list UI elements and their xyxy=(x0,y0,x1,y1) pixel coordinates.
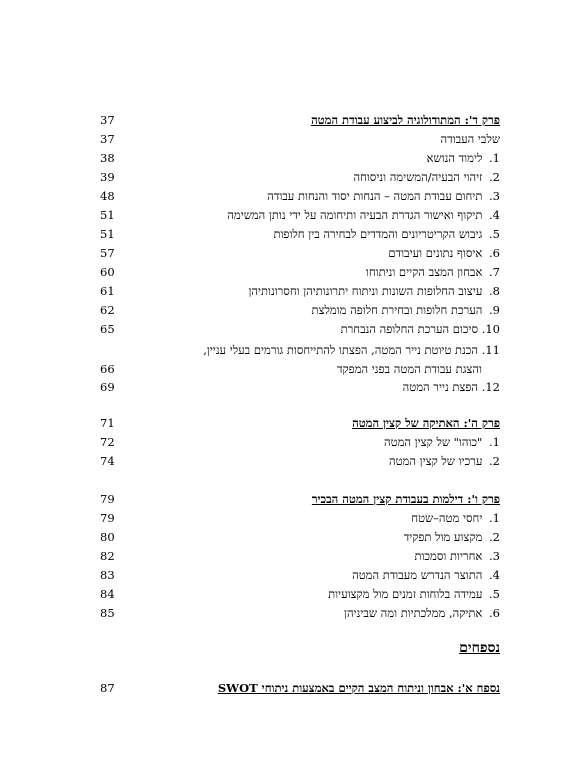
entry-label xyxy=(140,452,500,470)
entry-label xyxy=(140,378,500,396)
entry-index: 7. xyxy=(489,265,500,279)
entry-label xyxy=(140,320,500,338)
entry-label xyxy=(140,528,500,546)
page-number: 84 xyxy=(100,587,115,601)
entry-index: 9. xyxy=(489,303,500,317)
toc-entry xyxy=(100,320,500,338)
entry-index: 1. xyxy=(489,435,500,449)
toc-entry xyxy=(100,547,500,565)
entry-index: 2. xyxy=(489,454,500,468)
entry-text: הערכת חלופות ובחירת חלופה מומלצת xyxy=(311,303,483,317)
entry-index: 3. xyxy=(489,189,500,203)
toc-entry xyxy=(100,604,500,622)
entry-index: 6. xyxy=(489,606,500,620)
chapter-title: פרק ו': דילמות בעבודת קצין המטה הבכיר xyxy=(311,492,500,506)
page-number: 51 xyxy=(100,227,115,241)
toc-entry xyxy=(100,452,500,470)
entry-text: הפצת נייר המטה xyxy=(402,380,479,394)
entry-label: שלבי העבודה xyxy=(440,132,500,146)
toc-entry xyxy=(100,282,500,300)
chapter-title: פרק ה': האתיקה של קצין המטה xyxy=(352,416,500,430)
entry-text: זיהוי הבעיה/המשימה וניסוחה xyxy=(353,170,483,184)
entry-text: מקצוע מול תפקיד xyxy=(403,530,483,544)
entry-index: 10. xyxy=(481,322,500,336)
page-number: 82 xyxy=(100,549,115,563)
entry-label xyxy=(140,206,500,224)
entry-text: ערכיו של קצין המטה xyxy=(389,454,483,468)
entry-label xyxy=(140,263,500,281)
entry-index: 12. xyxy=(481,380,500,394)
entry-label xyxy=(140,341,500,359)
toc-entry xyxy=(100,244,500,262)
page-number: 83 xyxy=(100,568,115,582)
page-number: 85 xyxy=(100,606,115,620)
page-number: 48 xyxy=(100,189,115,203)
entry-index: 5. xyxy=(489,227,500,241)
toc-chapter-heading xyxy=(100,490,500,508)
toc-entry xyxy=(100,360,500,378)
entry-text: אתיקה, ממלכתיות ומה שביניהן xyxy=(344,606,483,620)
entry-text: תיקוף ואישור הגדרת הבעיה ותיחומה על ידי נותן המשימה xyxy=(227,208,483,222)
toc-entry xyxy=(100,509,500,527)
page-number: 57 xyxy=(100,246,115,260)
entry-label xyxy=(140,282,500,300)
page-number: 87 xyxy=(100,681,115,695)
toc-entry xyxy=(100,433,500,451)
page-number: 61 xyxy=(100,284,115,298)
toc-entry xyxy=(100,566,500,584)
appendices-title: נספחים xyxy=(459,640,500,656)
page-number: 74 xyxy=(100,454,115,468)
page-number: 60 xyxy=(100,265,115,279)
toc-entry xyxy=(100,168,500,186)
entry-text: לימוד הנושא xyxy=(426,151,483,165)
toc-chapter-heading xyxy=(100,111,500,129)
page-number: 39 xyxy=(100,170,115,184)
entry-index: 4. xyxy=(489,208,500,222)
entry-index: 3. xyxy=(489,549,500,563)
entry-index: 1. xyxy=(489,151,500,165)
toc-entry xyxy=(100,263,500,281)
appendix-title: נספח א': אבחון וניתוח המצב הקיים באמצעות ניתוחי SWOT xyxy=(217,681,500,695)
page-number: 51 xyxy=(100,208,115,222)
entry-label xyxy=(140,433,500,451)
toc-appendix-entry xyxy=(100,679,500,697)
entry-index: 2. xyxy=(489,530,500,544)
page-number: 62 xyxy=(100,303,115,317)
page-number: 69 xyxy=(100,380,115,394)
page-number: 79 xyxy=(100,492,115,506)
entry-text: עיצוב החלופות השונות וניתוח יתרונותיהן וחסרונותיהן xyxy=(248,284,483,298)
toc-entry xyxy=(100,528,500,546)
entry-label xyxy=(140,225,500,243)
toc-entry xyxy=(100,149,500,167)
toc-entry xyxy=(100,378,500,396)
entry-index: 6. xyxy=(489,246,500,260)
entry-text: התוצר הנדרש מעבודת המטה xyxy=(352,568,483,582)
entry-text: יחסי מטה–שטח xyxy=(411,511,483,525)
entry-label xyxy=(140,244,500,262)
page-number: 80 xyxy=(100,530,115,544)
entry-label xyxy=(140,547,500,565)
page-number: 37 xyxy=(100,132,115,146)
entry-text: תיחום עבודת המטה – הנחות יסוד והנחות עבודה xyxy=(267,189,483,203)
toc-entry xyxy=(100,187,500,205)
page-number: 71 xyxy=(100,416,115,430)
chapter-title: פרק ד': המתודולוגיה לביצוע עבודת המטה xyxy=(311,113,500,127)
entry-index: 11. xyxy=(481,343,500,357)
entry-label xyxy=(140,168,500,186)
toc-entry xyxy=(100,130,500,148)
toc-entry xyxy=(100,341,500,359)
entry-text: "כוהו" של קצין המטה xyxy=(384,435,483,449)
entry-text: איסוף נתונים ועיבודם xyxy=(388,246,483,260)
page-number: 37 xyxy=(100,113,115,127)
entry-text: והצגת עבודת המטה בפני המפקד xyxy=(336,362,482,376)
entry-text: סיכום הערכת החלופה הנבחרת xyxy=(340,322,479,336)
entry-label xyxy=(140,585,500,603)
entry-index: 5. xyxy=(489,587,500,601)
entry-text: עמידה בלוחות זמנים מול מקצועיות xyxy=(328,587,483,601)
toc-chapter-heading xyxy=(100,414,500,432)
entry-label xyxy=(140,604,500,622)
page-number: 66 xyxy=(100,362,115,376)
page-number: 72 xyxy=(100,435,115,449)
entry-label xyxy=(140,509,500,527)
entry-label xyxy=(140,301,500,319)
entry-text: אחריות וסמכות xyxy=(414,549,483,563)
toc-entry xyxy=(100,225,500,243)
page-number: 65 xyxy=(100,322,115,336)
entry-text: הכנת טיוטת נייר המטה, הפצתו להתייחסות גורמים בעלי עניין, xyxy=(203,343,479,357)
entry-label xyxy=(122,360,482,378)
entry-index: 4. xyxy=(489,568,500,582)
toc-entry xyxy=(100,585,500,603)
entry-text: אבחון המצב הקיים וניתוחו xyxy=(365,265,483,279)
entry-label xyxy=(140,566,500,584)
entry-index: 1. xyxy=(489,511,500,525)
entry-text: גיבוש הקריטריונים והמדדים לבחירה בין חלופות xyxy=(273,227,483,241)
entry-index: 8. xyxy=(489,284,500,298)
entry-label xyxy=(140,187,500,205)
entry-index: 2. xyxy=(489,170,500,184)
toc-entry xyxy=(100,206,500,224)
page-number: 79 xyxy=(100,511,115,525)
toc-entry xyxy=(100,301,500,319)
entry-label xyxy=(140,149,500,167)
page-number: 38 xyxy=(100,151,115,165)
